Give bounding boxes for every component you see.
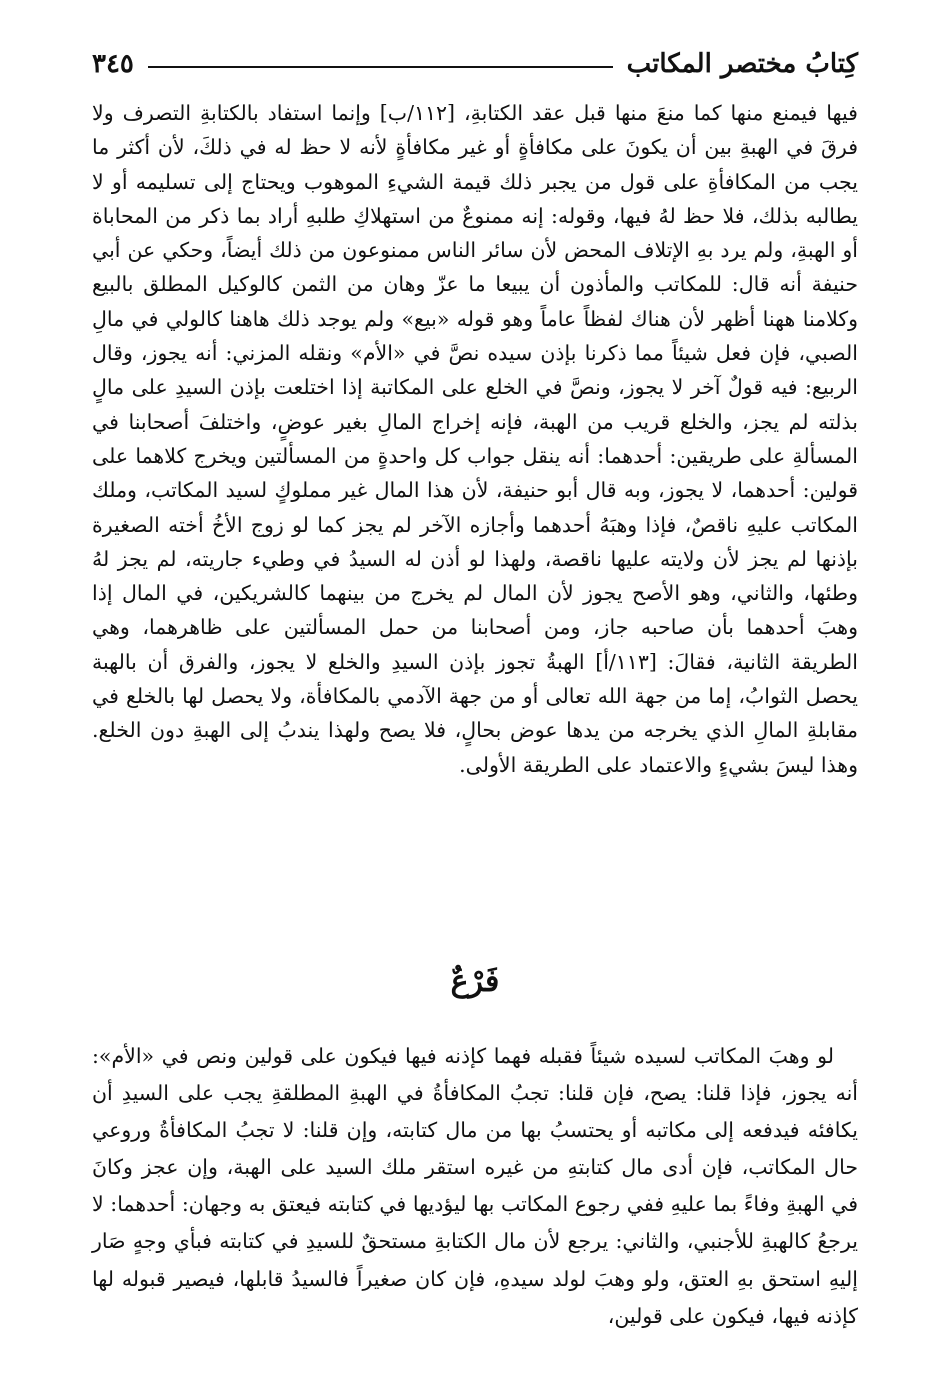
header-rule	[148, 66, 613, 68]
paragraph-branch: لو وهبَ المكاتب لسيده شيئاً فقبله فهما كإذنه فيها فيكون على قولين ونص في «الأم»: أنه يجوز، فإذا قلنا: يصح، فإن قلنا: تجبُ المكافأةُ في الهبةِ المطلقةِ يجب على السيدِ أن يكافئه فيدفعه إلى مكاتبه أو يحتسبُ بها من مال كتابته، وإن قلنا: لا تجبُ المكافأةُ وروعي حال المكاتب، فإن أدى مال كتابتهِ من غيره استقر ملك السيد على الهبة، وإن عجز وكانَ في الهبةِ وفاءً بما عليهِ ففي رجوع المكاتب بها ليؤديها في كتابته فيعتق به وجهان: أحدهما: لا يرجعُ كالهبةِ للأجنبي، والثاني: يرجع لأن مال الكتابةِ مستحقٌ للسيدِ في كتابته فبأي وجهٍ صَار إليهِ استحق بهِ العتق، ولو وهبَ لولد سيدهِ، فإن كان صغيراً فالسيدُ قابلها، فيصير قبوله لها كإذنه فيها، فيكون على قولين،	[92, 1044, 858, 1328]
page-header	[92, 44, 858, 84]
section-heading: فَرْعٌ	[450, 964, 500, 999]
paragraph-main: فيها فيمنع منها كما منعَ منها قبل عقد الكتابةِ، [١١٢/ب] وإنما استفاد بالكتابةِ التصرف ولا فرقَ في الهبةِ بين أن يكونَ على مكافأةٍ أو غير مكافأةٍ لأنه لا حظ له في ذلكَ، لأن أكثر ما يجب من المكافأةِ على قول من يجبر ذلك قيمة الشيءِ الموهوب ويحتاج إلى تسليمه أو لا يطالبه بذلك، فلا حظ لهُ فيها، وقوله: إنه ممنوعٌ من استهلاكِ طلبهِ أراد بما ذكر من المحاباة أو الهبةِ، ولم يرد بهِ الإتلاف المحض لأن سائر الناس ممنوعون من ذلك أيضاً، وحكي عن أبي حنيفة أنه قال: للمكاتب والمأذون أن يبيعا ما عزّ وهان من الثمن كالوكيل المطلق بالبيع وكلامنا ههنا أظهر لأن هناك لفظاً عاماً وهو قوله «بيع» ولم يوجد ذلك هاهنا كالولي في مالِ الصبي، فإن فعل شيئاً مما ذكرنا بإذن سيده نصَّ في «الأم» ونقله المزني: أنه يجوز، وقال الربيع: فيه قولٌ آخر لا يجوز، ونصَّ في الخلع على المكاتبة إذا اختلعت بإذن السيدِ على مالٍ بذلته لم يجز، والخلع قريب من الهبة، فإنه إخراج المالِ بغير عوضٍ، واختلفَ أصحابنا في المسألةِ على طريقين: أحدهما: أنه ينقل جواب كل واحدةٍ من المسألتين ويخرج كلاهما على قولين: أحدهما، لا يجوز، وبه قال أبو حنيفة، لأن هذا المال غير مملوكٍ لسيد المكاتب، وملك المكاتب عليهِ ناقصٌ، فإذا وهبَهُ أحدهما وأجازه الآخر لم يجز كما لو زوج الأخُ أخته الصغيرة بإذنها لم يجز لأن ولايته عليها ناقصة، ولهذا لو أذن له السيدُ في وطيء جاريته، لم يجز لهُ وطئها، والثاني، وهو الأصح يجوز لأن المال لم يخرج من بينهما كالشريكين، في المال إذا وهبَ أحدهما بأن صاحبه جاز، ومن أصحابنا من حمل المسألتين على ظاهرهما، وهي الطريقة الثانية، فقالَ: [١١٣/أ] الهبةُ تجوز بإذن السيدِ والخلع لا يجوز، والفرق أن بالهبة يحصل الثوابُ، إما من جهة الله تعالى أو من جهة الآدمي بالمكافأة، ولا يحصل لها بالخلع في مقابلةِ المالِ الذي يخرجه من يدها عوض بحالٍ، فلا يصح ولهذا يندبُ إلى الهبةِ دون الخلع. وهذا ليسَ بشيءٍ والاعتماد على الطريقة الأولى.	[92, 101, 858, 777]
page-number: ٣٤٥	[92, 49, 134, 79]
running-title: كِتابُ مختصر المكاتب	[626, 49, 858, 79]
